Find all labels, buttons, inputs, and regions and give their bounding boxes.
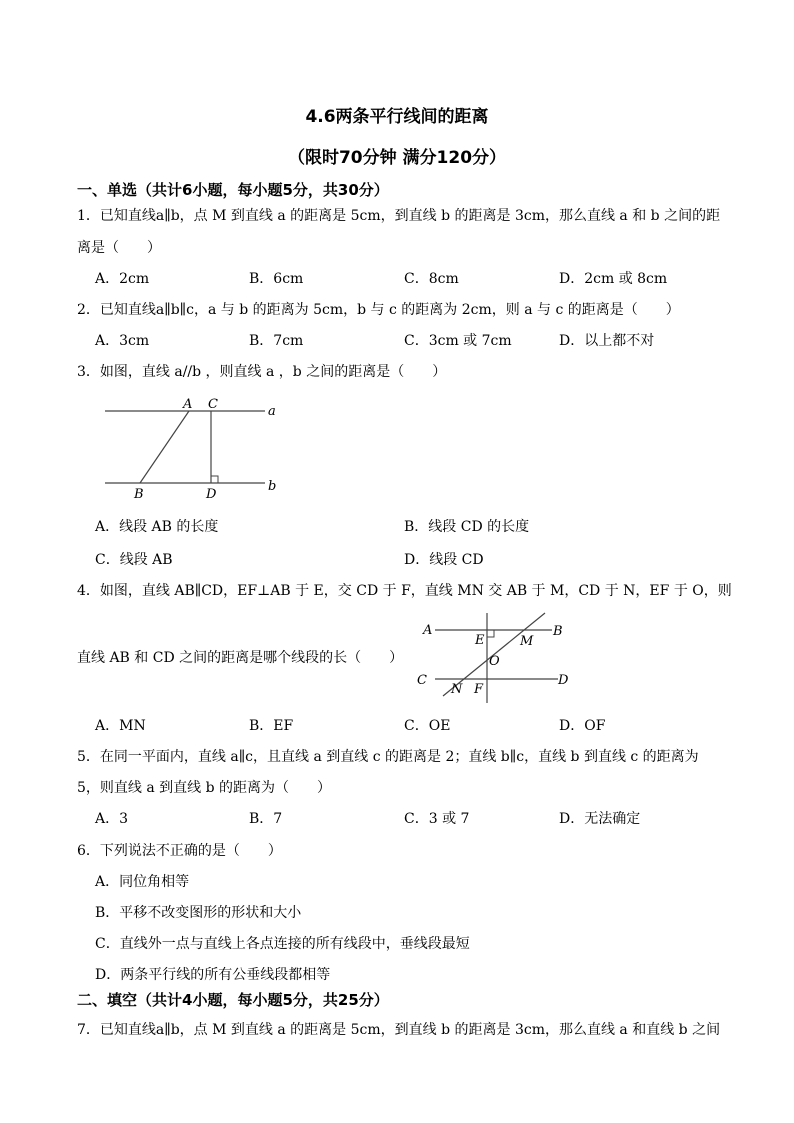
q3-option-d[interactable]: D．线段 CD	[404, 552, 484, 568]
q6-option-a[interactable]: A．同位角相等	[95, 874, 190, 890]
question-2-text: 2．已知直线a∥b∥c，a 与 b 的距离为 5cm，b 与 c 的距离为 2cm，则 a 与 c 的距离是（ ）	[77, 302, 680, 318]
question-4-figure	[410, 608, 580, 708]
figure-label-A: A	[423, 623, 433, 638]
figure-label-A: A	[183, 397, 193, 412]
figure-label-M: M	[520, 634, 534, 649]
section-heading-fill-in: 二、填空（共计4小题，每小题5分，共25分）	[77, 991, 389, 1009]
figure-label-N: N	[451, 682, 463, 697]
figure-label-D: D	[206, 487, 217, 502]
q3-option-a[interactable]: A．线段 AB 的长度	[95, 519, 219, 535]
q2-option-b[interactable]: B．7cm	[249, 333, 304, 349]
q1-option-c[interactable]: C．8cm	[404, 271, 459, 287]
figure-label-E: E	[475, 633, 485, 648]
q6-option-b[interactable]: B．平移不改变图形的形状和大小	[95, 905, 302, 921]
figure-label-D: D	[558, 673, 569, 688]
q5-option-c[interactable]: C．3 或 7	[404, 811, 470, 827]
q5-option-b[interactable]: B．7	[249, 811, 283, 827]
q4-option-c[interactable]: C．OE	[404, 718, 451, 734]
question-1-text-cont: 离是（ ）	[77, 240, 161, 256]
question-6-text: 6．下列说法不正确的是（ ）	[77, 843, 282, 859]
q2-option-a[interactable]: A．3cm	[95, 333, 150, 349]
figure-label-a: a	[268, 404, 276, 419]
q4-option-d[interactable]: D．OF	[559, 718, 606, 734]
question-4-text-cont: 直线 AB 和 CD 之间的距离是哪个线段的长（ ）	[77, 650, 404, 666]
figure-label-F: F	[474, 682, 484, 697]
q4-option-b[interactable]: B．EF	[249, 718, 294, 734]
q6-option-c[interactable]: C．直线外一点与直线上各点连接的所有线段中，垂线段最短	[95, 936, 470, 952]
q1-option-d[interactable]: D．2cm 或 8cm	[559, 271, 668, 287]
q3-option-c[interactable]: C．线段 AB	[95, 552, 173, 568]
q3-option-b[interactable]: B．线段 CD 的长度	[404, 519, 530, 535]
section-heading-single-choice: 一、单选（共计6小题，每小题5分，共30分）	[77, 181, 389, 199]
figure-label-C: C	[417, 673, 427, 688]
figure-label-C: C	[208, 397, 218, 412]
q4-option-a[interactable]: A．MN	[95, 718, 146, 734]
q5-option-d[interactable]: D．无法确定	[559, 811, 641, 827]
figure-label-B: B	[134, 487, 144, 502]
q2-option-c[interactable]: C．3cm 或 7cm	[404, 333, 512, 349]
q1-option-a[interactable]: A．2cm	[95, 271, 150, 287]
question-7-text: 7．已知直线a∥b，点 M 到直线 a 的距离是 5cm，到直线 b 的距离是 3cm，那么直线 a 和直线 b 之间	[77, 1022, 721, 1038]
q6-option-d[interactable]: D．两条平行线的所有公垂线段都相等	[95, 967, 331, 983]
question-5-text: 5．在同一平面内，直线 a∥c，且直线 a 到直线 c 的距离是 2；直线 b∥c，直线 b 到直线 c 的距离为	[77, 749, 699, 765]
q2-option-d[interactable]: D．以上都不对	[559, 333, 655, 349]
question-5-text-cont: 5，则直线 a 到直线 b 的距离为（ ）	[77, 780, 332, 796]
q5-option-a[interactable]: A．3	[95, 811, 129, 827]
page-subtitle: （限时70分钟 满分120分）	[287, 148, 507, 168]
question-4-text: 4．如图，直线 AB∥CD，EF⊥AB 于 E，交 CD 于 F，直线 MN 交 AB 于 M，CD 于 N，EF 于 O，则	[77, 583, 732, 599]
figure-label-O: O	[489, 654, 500, 669]
q1-option-b[interactable]: B．6cm	[249, 271, 304, 287]
figure-label-b: b	[268, 479, 277, 494]
page-title: 4.6两条平行线间的距离	[305, 107, 489, 127]
question-1-text: 1．已知直线a∥b，点 M 到直线 a 的距离是 5cm，到直线 b 的距离是 3cm，那么直线 a 和 b 之间的距	[77, 208, 721, 224]
question-3-figure	[100, 390, 290, 505]
question-3-text: 3．如图，直线 a//b ，则直线 a ，b 之间的距离是（ ）	[77, 364, 447, 380]
figure-label-B: B	[553, 624, 563, 639]
